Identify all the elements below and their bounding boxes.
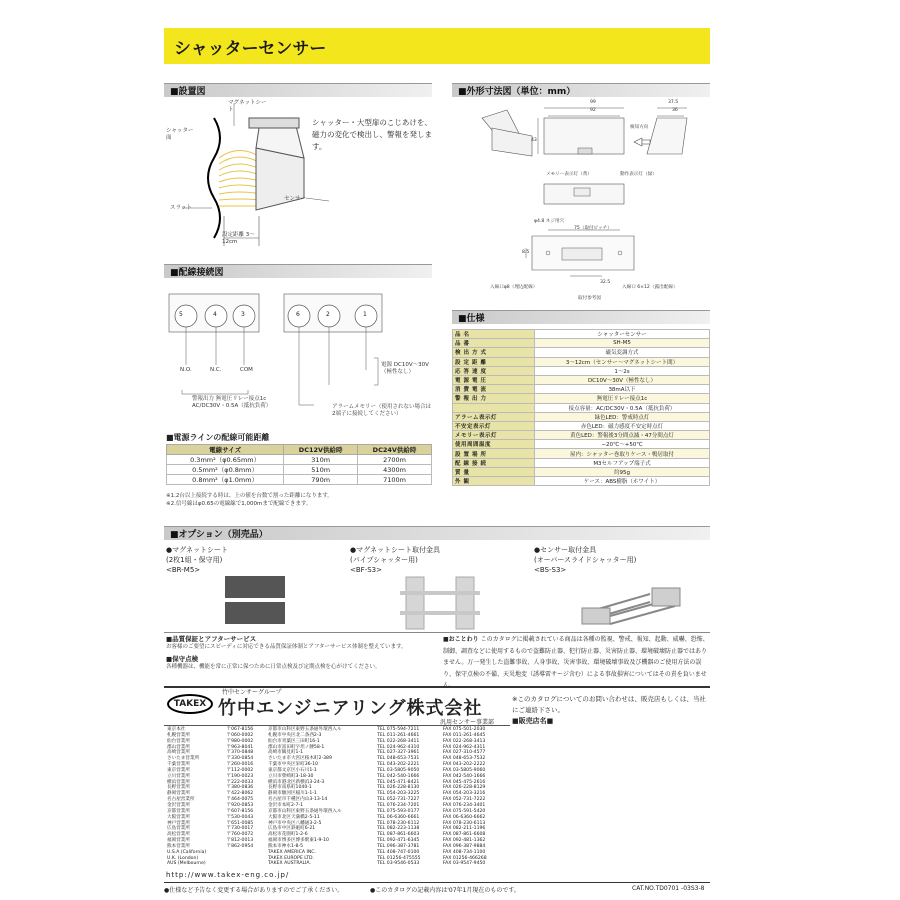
office-cell: FAX 078-230-6113 <box>442 820 486 826</box>
spec-key: 使用周囲温度 <box>453 440 535 449</box>
spec-key: 警報出力 <box>453 394 535 403</box>
company-url[interactable]: http://www.takex-eng.co.jp/ <box>166 871 290 879</box>
label-entry-exposed: 入線口 6×12（露出配線） <box>622 285 678 290</box>
office-cell: TEL 011-261-4661 <box>377 732 420 738</box>
office-cell: 京都市山科区東野五条通外環西入ル <box>267 808 342 814</box>
office-cell: 立川営業所 <box>167 773 190 779</box>
office-cell: FAX 01256-466268 <box>442 855 487 861</box>
magnet-sheet-image-1 <box>225 576 285 598</box>
spec-value: M3セルフアップ端子式 <box>535 458 710 467</box>
office-cell: 〒651-0085 <box>226 820 254 826</box>
office-cell: 仙台市青葉区三田町16-1 <box>267 738 320 744</box>
warranty-head: ■品質保証とアフターサービス <box>166 635 257 643</box>
spec-value: SH-M5 <box>535 339 710 348</box>
office-cell: FAX 096-387-9884 <box>442 843 486 849</box>
disclaimer: ■おことわり このカタログに掲載されている商品は各種の監視、警戒、報知、起動、威嚇、恐怖、制御、調査などに使用するもので盗難防止器、犯行防止器、災害防止器、環境破壊防止器ではありません。万一発生した盗難事故、人身事故、災害事故、環境破壊事故及び機器のご使用方法の誤り、保守点検の不備、天災地変（誘導雷サージ含む）による事故損害についてはその責を負いません。 <box>443 636 709 689</box>
office-cell: TEL 027-327-3961 <box>377 750 420 756</box>
office-cell: 大阪営業所 <box>167 814 190 820</box>
spec-row <box>453 385 710 394</box>
office-cell: 高崎営業所 <box>167 750 190 756</box>
office-cell: 高松市花園町1-2-6 <box>267 832 308 838</box>
office-cell: 〒760-0072 <box>226 832 254 838</box>
office-cell: 〒222-0033 <box>226 779 254 785</box>
table-row: 0.8mm²（φ1.0mm） 790m 7100m <box>167 475 432 485</box>
office-cell: 〒812-0013 <box>226 838 254 844</box>
office-cell: FAX 075-591-5420 <box>442 808 486 814</box>
terminal-6: 1 <box>363 311 367 318</box>
footer-mid: ●このカタログの記載内容は'07年1月現在のものです。 <box>370 887 520 894</box>
spec-value: 無電圧リレー接点1c <box>535 394 710 403</box>
office-cell: TEL 048-653-7531 <box>377 756 420 762</box>
office-cell: 横浜市港北区新横浜3-24-3 <box>267 779 325 785</box>
office-cell: TEL 06-6360-6661 <box>377 814 420 820</box>
spec-key: 質量 <box>453 467 535 476</box>
spec-key: 消費電流 <box>453 385 535 394</box>
takex-logo: TAKEX <box>167 694 213 714</box>
office-cell: FAX 052-731-7222 <box>442 797 486 803</box>
office-cell: 〒060-0002 <box>226 732 254 738</box>
office-cell: TEL 075-593-0177 <box>377 808 420 814</box>
office-cell: 東京本社 <box>167 727 186 732</box>
spec-row <box>453 440 710 449</box>
spec-row <box>453 467 710 476</box>
office-cell: 〒730-0017 <box>226 826 254 832</box>
office-cell: さいたま営業所 <box>167 756 200 762</box>
office-cell: 東京営業所 <box>167 767 190 773</box>
office-cell: 〒607-8156 <box>226 808 254 814</box>
office-cell: 〒190-0023 <box>226 773 254 779</box>
office-cell: 〒464-0075 <box>226 797 254 803</box>
terminal-1: 5 <box>179 311 183 318</box>
spec-value: 緑色LED：警戒時点灯 <box>535 412 710 421</box>
company-group: 竹中センサーグループ <box>222 689 282 696</box>
office-cell: FAX 024-962-4311 <box>442 744 486 750</box>
office-cell: AUS (Melbourne) <box>167 861 206 867</box>
office-cell: 〒370-0848 <box>226 750 254 756</box>
office-cell: TEL 03-5805-9050 <box>377 767 420 773</box>
office-cell: FAX 408-734-1100 <box>442 849 486 855</box>
office-cell: TEL 045-471-8421 <box>377 779 420 785</box>
office-cell: 〒530-0043 <box>226 814 254 820</box>
office-cell: TEL 042-540-1666 <box>377 773 420 779</box>
office-cell: TAKEX AUSTRALIA. <box>267 861 311 867</box>
spec-row <box>453 375 710 384</box>
office-cell: 神戸市中央区八幡通3-2-5 <box>267 820 322 826</box>
office-cell: 大阪市北区天満橋2-5-11 <box>267 814 320 820</box>
table-row: 0.5mm²（φ0.8mm） 510m 4300m <box>167 465 432 475</box>
label-slat: スラット <box>170 205 192 211</box>
office-row <box>166 861 508 867</box>
label-action-lamp: 動作表示灯（緑） <box>620 172 657 177</box>
office-cell: FAX 022-268-3413 <box>442 738 486 744</box>
spec-value: 38mA以下 <box>535 385 710 394</box>
spec-value: 赤色LED：磁力感度不安定時点灯 <box>535 421 710 430</box>
office-cell: 郡山営業所 <box>167 744 190 750</box>
office-cell: TEL 096-387-3781 <box>377 843 420 849</box>
spec-value: 屋内：シャッター巻取りケース・鴨居取付 <box>535 449 710 458</box>
spec-value: シャッターセンサー <box>535 330 710 339</box>
dim-8-5: 8.5 <box>522 250 530 255</box>
spec-row <box>453 431 710 440</box>
terminal-3: 3 <box>241 311 245 318</box>
label-no: N.O. <box>180 367 192 373</box>
spec-row <box>453 330 710 339</box>
spec-value: 1〜2s <box>535 366 710 375</box>
option-sensor-bracket: ●センサー取付金具 (オーバースライドシャッター用) <BS-S3> <box>534 546 637 574</box>
section-dimensions-header: ■外形寸法図（単位：mm） <box>452 83 710 97</box>
office-cell: TAKEX AMERICA INC. <box>267 849 316 855</box>
office-cell: FAX 082-211-1196 <box>442 826 486 832</box>
spec-row <box>453 412 710 421</box>
office-cell: FAX 045-475-2616 <box>442 779 486 785</box>
spec-key: 品番 <box>453 339 535 348</box>
spec-row <box>453 357 710 366</box>
footer-right: CAT.NO.TD0701 -03S3-8 <box>632 885 705 892</box>
company-division: 汎用センサー事業部 <box>440 719 495 726</box>
office-cell: 広島市中区鉄砲町6-21 <box>267 826 316 832</box>
label-magnet-sheet: マグネットシート <box>228 100 267 113</box>
office-cell: FAX 075-501-2030 <box>442 727 486 732</box>
label-hole: φ4.8 ネジ用穴 <box>534 219 565 224</box>
office-cell: FAX 043-202-2222 <box>442 762 486 768</box>
office-cell: 〒067-8156 <box>226 727 254 732</box>
office-cell: U.K. (London) <box>167 855 199 861</box>
office-cell: 京都営業所 <box>167 808 190 814</box>
power-table-title: ■電源ラインの配線可能距離 <box>166 433 270 442</box>
office-cell: TAKEX EUROPE LTD. <box>267 855 315 861</box>
office-cell: 静岡営業所 <box>167 791 190 797</box>
office-cell: 長野営業所 <box>167 785 190 791</box>
company-name: 竹中エンジニアリング株式会社 <box>218 698 483 719</box>
dim-92: 92 <box>590 108 596 113</box>
spec-key: 外観 <box>453 477 535 486</box>
office-cell: 〒963-8041 <box>226 744 254 750</box>
spec-value: 約95g <box>535 467 710 476</box>
care-body: 各種機器は、機能を常に正常に保つために日常点検及び定期点検を心がけてください。 <box>166 664 381 670</box>
install-description: シャッター・大型扉のこじあけを、磁力の変化で検出し、警報を発します。 <box>312 118 432 151</box>
option-magnet-bracket: ●マグネットシート取付金具 (パイプシャッター用) <BF-S3> <box>350 546 441 574</box>
office-cell: 〒330-0854 <box>226 756 254 762</box>
spec-key: 応答速度 <box>453 366 535 375</box>
label-com: COM <box>240 367 253 373</box>
header-dc12: DC12V供給時 <box>284 445 358 455</box>
office-cell: 名古屋営業所 <box>167 797 195 803</box>
spec-key: 設置場所 <box>453 449 535 458</box>
office-cell: 横浜営業所 <box>167 779 190 785</box>
section-install-header: ■設置図 <box>164 83 432 97</box>
office-cell: 〒862-0954 <box>226 843 254 849</box>
label-distance: 設定距離 3〜12cm <box>222 232 255 245</box>
spec-row <box>453 403 710 412</box>
label-nc: N.C. <box>210 367 222 373</box>
title-bar <box>164 28 710 64</box>
power-distance-table <box>166 444 432 485</box>
office-cell: 〒380-0836 <box>226 785 254 791</box>
office-cell: TEL 075-594-7211 <box>377 727 420 732</box>
label-alarm-memory: アラームメモリー（使用されない場合は2端子に接続してください） <box>332 404 432 417</box>
care-head: ■保守点検 <box>166 655 199 663</box>
office-cell: 長野市南県町1040-1 <box>267 785 312 791</box>
office-cell: FAX 087-861-6608 <box>442 832 486 838</box>
label-alarm-output: 警報出力 無電圧リレー接点1c AC/DC30V・0.5A（抵抗負荷） <box>192 396 272 409</box>
office-cell: 〒112-0002 <box>226 767 254 773</box>
spec-key: 不安定表示灯 <box>453 421 535 430</box>
office-cell: 京都市山科区東野五条通外環西入ル <box>267 727 342 732</box>
office-cell: 〒422-8062 <box>226 791 254 797</box>
office-cell: FAX 092-481-1362 <box>442 838 486 844</box>
office-cell: 札幌営業所 <box>167 732 190 738</box>
spec-key: 品名 <box>453 330 535 339</box>
terminal-4: 6 <box>296 311 300 318</box>
office-cell: 福岡営業所 <box>167 838 190 844</box>
spec-row <box>453 339 710 348</box>
spec-key: 設定距離 <box>453 357 535 366</box>
page-title: シャッターセンサー <box>174 39 327 59</box>
office-cell: 千葉営業所 <box>167 762 190 768</box>
dealer-label: ■販売店名■ <box>512 717 554 725</box>
office-list <box>166 727 508 867</box>
office-cell: FAX 03-5805-9060 <box>442 767 486 773</box>
office-cell: FAX 054-203-3216 <box>442 791 486 797</box>
office-cell: 千葉市中央区栄町36-10 <box>267 762 319 768</box>
office-cell: TEL 026-228-8130 <box>377 785 420 791</box>
office-cell: 高崎市鶴見町1-1 <box>267 750 304 756</box>
spec-value: 接点容量：AC/DC30V・0.5A（抵抗負荷） <box>535 403 710 412</box>
office-cell: 立川市柴崎町3-18-30 <box>267 773 314 779</box>
office-cell: 〒260-0016 <box>226 762 254 768</box>
divider <box>164 632 710 633</box>
spec-value: 磁気変調方式 <box>535 348 710 357</box>
label-detect-direction: 検知方向 <box>630 125 649 130</box>
office-cell: TEL 01256-475555 <box>377 855 421 861</box>
office-cell: 仙台営業所 <box>167 738 190 744</box>
section-wiring-header: ■配線接続図 <box>164 264 432 278</box>
dim-43: 43 <box>531 138 537 143</box>
office-cell: 静岡市駿河区稲川1-1-1 <box>267 791 317 797</box>
warranty-body: お客様のご要望にスピーディに対応できる品質保証体制とアフターサービス体制を整えています。 <box>166 644 407 650</box>
spec-value: −20℃〜+50℃ <box>535 440 710 449</box>
office-cell: 福岡市博多区博多駅東1-9-10 <box>267 838 329 844</box>
office-cell: FAX 027-310-4577 <box>442 750 486 756</box>
office-cell: 名古屋市千種区内山3-13-14 <box>267 797 328 803</box>
dim-32-5: 32.5 <box>600 280 611 285</box>
office-cell: 広島営業所 <box>167 826 190 832</box>
footer-left: ●仕様など予告なく変更する場合がありますのでご了承ください。 <box>164 887 344 894</box>
label-mount-ref: 取付参考図 <box>578 296 601 301</box>
office-cell: FAX 03-9547-9450 <box>442 861 486 867</box>
header-wire-size: 電線サイズ <box>167 445 284 455</box>
spec-row <box>453 458 710 467</box>
office-cell: TEL 082-223-1138 <box>377 826 420 832</box>
spec-row <box>453 421 710 430</box>
office-cell <box>226 861 267 867</box>
spec-row <box>453 366 710 375</box>
office-cell: 熊本営業所 <box>167 843 190 849</box>
office-cell: TEL 052-731-7227 <box>377 797 420 803</box>
office-cell: 神戸営業所 <box>167 820 190 826</box>
office-cell: TEL 092-471-6345 <box>377 838 420 844</box>
spec-row <box>453 449 710 458</box>
office-cell: 熊本市神水1-8-5 <box>267 843 304 849</box>
office-cell: FAX 06-6360-6662 <box>442 814 486 820</box>
spec-value: 3〜12cm（センサー〜マグネットシート間） <box>535 357 710 366</box>
office-cell: FAX 042-540-1666 <box>442 773 486 779</box>
dim-36: 36 <box>672 108 678 113</box>
spec-key: 配線接続 <box>453 458 535 467</box>
office-cell: FAX 026-228-8129 <box>442 785 486 791</box>
power-note-1: ※1.2台以上接続する時は、上の値を台数で割った距離になります。 <box>166 493 333 499</box>
office-cell: TEL 408-747-0100 <box>377 849 420 855</box>
office-cell: TEL 076-234-7201 <box>377 802 420 808</box>
office-cell: U.S.A (California) <box>167 849 207 855</box>
office-cell: 郡山市富田町字坦ノ腰58-1 <box>267 744 325 750</box>
footer-divider <box>164 882 710 883</box>
office-cell: 札幌市中央区北二条西2-3 <box>267 732 322 738</box>
label-sensor: センサー <box>284 196 307 202</box>
office-cell: 高松営業所 <box>167 832 190 838</box>
section-options-header: ■オプション（別売品） <box>164 526 710 540</box>
office-cell: TEL 022-268-3411 <box>377 738 420 744</box>
spec-value: ケース：ABS樹脂（ホワイト） <box>535 477 710 486</box>
spec-table <box>452 329 710 486</box>
terminal-2: 4 <box>213 311 217 318</box>
spec-value: 黄色LED：警報後3分間点滅・47分間点灯 <box>535 431 710 440</box>
office-cell: 金沢市本町2-7-1 <box>267 802 304 808</box>
dim-37: 37.5 <box>668 100 679 105</box>
office-cell: さいたま市大宮区桜木町2-389 <box>267 756 332 762</box>
spec-key: 検出方式 <box>453 348 535 357</box>
magnet-sheet-image-2 <box>225 602 285 624</box>
dim-99: 99 <box>590 100 596 105</box>
spec-key: アラーム表示灯 <box>453 412 535 421</box>
sensor-bracket-image <box>580 572 685 632</box>
office-cell: TEL 03-9546-0533 <box>377 861 420 867</box>
office-cell: FAX 076-234-3401 <box>442 802 486 808</box>
spec-key: メモリー表示灯 <box>453 431 535 440</box>
label-power: 電源 DC10V〜30V（極性なし） <box>381 362 429 375</box>
magnet-bracket-image <box>400 575 480 631</box>
spec-row <box>453 394 710 403</box>
office-cell: FAX 048-653-7532 <box>442 756 486 762</box>
offices-divider <box>164 725 510 726</box>
table-row: 0.3mm²（φ0.65mm） 310m 2700m <box>167 455 432 465</box>
office-cell: 〒980-0002 <box>226 738 254 744</box>
office-cell: 金沢営業所 <box>167 802 190 808</box>
power-note-2: ※2.信号線はφ0.65の電線線で1,000mまで配線できます。 <box>166 501 312 507</box>
label-pitch: 75（取付ピッチ） <box>574 226 612 231</box>
spec-row <box>453 477 710 486</box>
section-spec-header: ■仕様 <box>452 310 710 324</box>
terminal-5: 2 <box>326 311 330 318</box>
office-cell: 〒920-0853 <box>226 802 254 808</box>
option-magnet-sheet: ●マグネットシート (2枚1組・保守用) <BR-M5> <box>166 546 229 574</box>
office-cell: FAX 011-261-4645 <box>442 732 486 738</box>
spec-value: DC10V〜30V（極性なし） <box>535 375 710 384</box>
label-entry-pipe: 入線口φ8（埋込配線） <box>490 285 538 290</box>
office-cell: TEL 054-203-3225 <box>377 791 420 797</box>
header-dc24: DC24V供給時 <box>358 445 432 455</box>
office-cell: TEL 024-962-4310 <box>377 744 420 750</box>
label-shutter-face: シャッター面 <box>166 128 194 141</box>
label-memory-lamp: メモリー表示灯（黄） <box>546 172 592 177</box>
dimension-drawing <box>452 98 710 308</box>
spec-key: 電源電圧 <box>453 375 535 384</box>
office-cell: TEL 078-230-6112 <box>377 820 420 826</box>
office-cell: 東京都文京区小石川1-1 <box>267 767 317 773</box>
contact-note: ※このカタログについてのお問い合わせは、販売店もしくは、当社にご連絡下さい。 <box>512 695 706 714</box>
spec-key <box>453 403 535 412</box>
office-cell: TEL 043-202-2221 <box>377 762 420 768</box>
office-cell: TEL 087-861-6603 <box>377 832 420 838</box>
spec-row <box>453 348 710 357</box>
